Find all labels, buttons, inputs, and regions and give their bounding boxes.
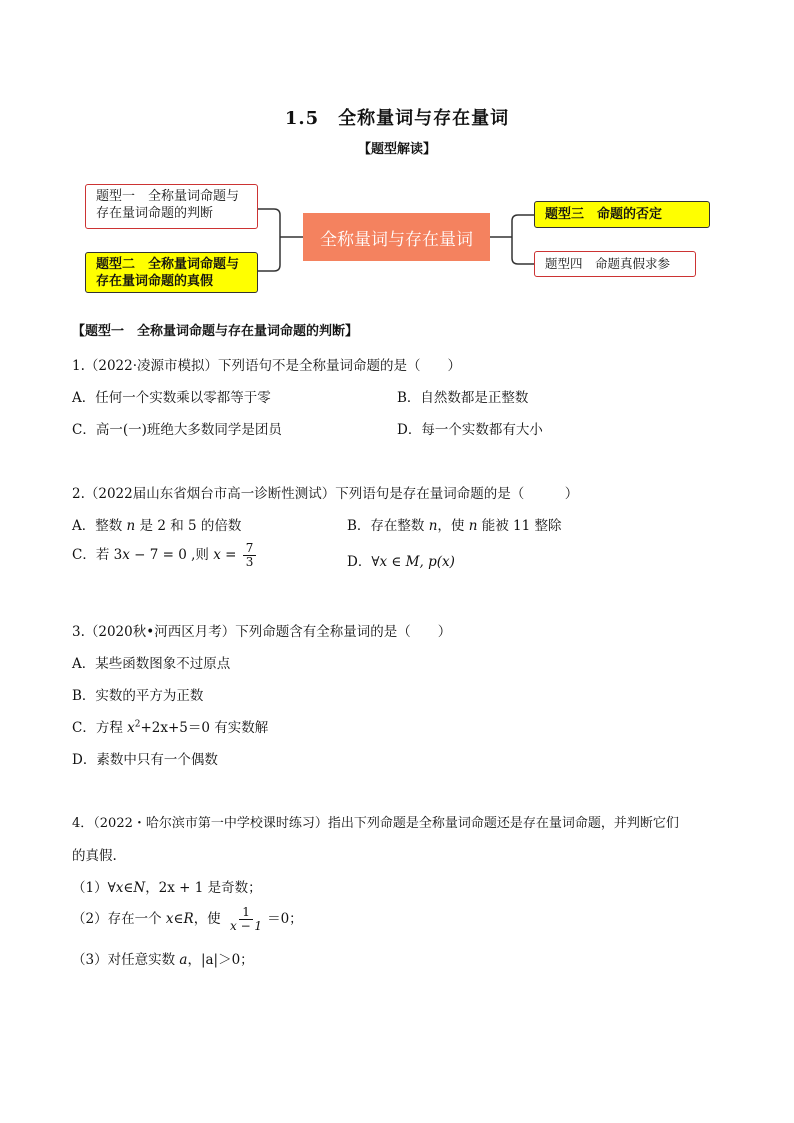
q3-option-d: D．素数中只有一个偶数 [72,752,218,768]
mindmap-topic-3: 题型三 命题的否定 [534,201,710,228]
q1-stem: 1.（2022·凌源市模拟）下列语句不是全称量词命题的是（ ） [72,358,462,374]
mindmap-center: 全称量词与存在量词 [303,213,490,261]
q3-option-c: C．方程 $x^2+2x+5=0$ 有实数解 [72,719,269,736]
q2-fraction: $\frac{7}{3}$ [243,542,257,569]
page-title: 1.5 全称量词与存在量词 [284,108,510,129]
q2-stem: 2.（2022届山东省烟台市高一诊断性测试）下列语句是存在量词命题的是（ ） [72,486,579,502]
q3-stem: 3.（2020秋•河西区月考）下列命题含有全称量词的是（ ） [72,624,452,640]
q4-stem-line2: 的真假. [72,848,117,864]
q3-option-b: B．实数的平方为正数 [72,688,204,704]
page-subtitle: 【题型解读】 [357,142,436,157]
q2-option-d: D．∀x ∈ M, p(x) [347,554,455,570]
q1-option-a: A．任何一个实数乘以零都等于零 [72,390,271,406]
q4-fraction: $\frac{1}{x - 1}$ [229,905,263,933]
q2-option-c: C．若 3x − 7 = 0 ,则 x = $\frac{7}{3}$ [72,542,258,569]
q1-option-d: D．每一个实数都有大小 [397,422,543,438]
section-heading: 【题型一 全称量词命题与存在量词命题的判断】 [72,324,359,339]
q3-option-a: A．某些函数图象不过原点 [72,656,231,672]
mindmap-topic-4: 题型四 命题真假求参 [534,251,696,277]
q4-part-2: （2）存在一个 x∈R，使 $\frac{1}{x - 1}$ ＝0； [72,905,303,933]
mindmap-topic-1: 题型一 全称量词命题与存在量词命题的判断 [85,184,258,229]
q1-option-c: C．高一(一)班绝大多数同学是团员 [72,422,282,438]
q1-option-b: B．自然数都是正整数 [397,390,529,406]
q2-option-a: A．整数 n 是 2 和 5 的倍数 [72,518,242,534]
mindmap-topic-2: 题型二 全称量词命题与存在量词命题的真假 [85,252,258,293]
q4-stem-line1: 4．（2022・哈尔滨市第一中学校课时练习）指出下列命题是全称量词命题还是存在量词命题，并判断它们 [72,816,679,831]
q4-part-3: （3）对任意实数 a，|a|＞0； [72,952,254,968]
q4-part-1: （1）∀x∈N，2x + 1 是奇数； [72,880,262,896]
q2-option-b: B．存在整数 n，使 n 能被 11 整除 [347,518,562,534]
